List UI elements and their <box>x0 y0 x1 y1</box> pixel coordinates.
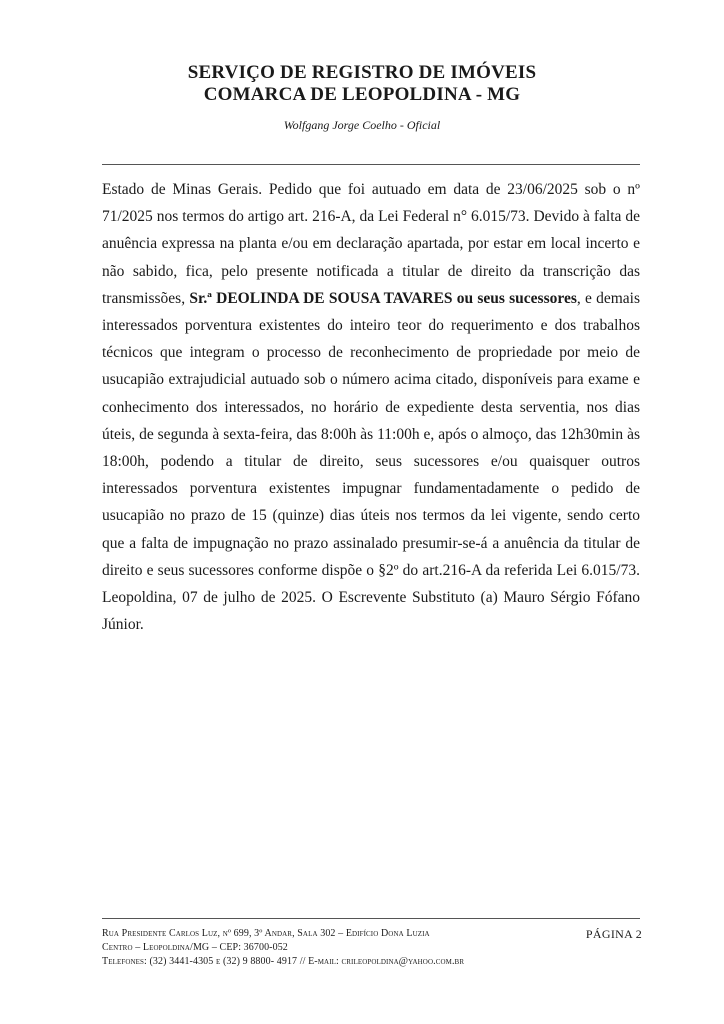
header-divider <box>102 164 640 165</box>
official-name: Wolfgang Jorge Coelho - Oficial <box>283 118 441 132</box>
notice-body <box>102 176 640 638</box>
footer-contacts: Telefones: (32) 3441-4305 e (32) 9 8800- 4917 // E-mail: crileopoldina@yahoo.com.br <box>102 956 465 967</box>
letterhead <box>0 62 724 132</box>
notice-text-part2: , e demais interessados porventura existentes do inteiro teor do requerimento e dos trabalhos técnicos que integram o processo de reconhecimento de propriedade por meio de usucapião extrajudicial autuado sob o número acima citado, disponíveis para exame e conhecimento dos interessados, no horário de expediente desta serventia, nos dias úteis, de segunda à sexta-feira, das 8:00h às 11:00h e, após o almoço, das 12h30min às 18:00h, podendo a titular de direito, seus sucessores e/ou quaisquer outros interessados porventura existentes impugnar fundamentadamente o pedido de usucapião no prazo de 15 (quinze) dias úteis nos termos da lei vigente, sendo certo que a falta de impugnação no prazo assinalado presumir-se-á a anuência da titular de direito e seus sucessores conforme dispõe o §2º do art.216-A da referida Lei 6.015/73. Leopoldina, 07 de julho de 2025. O Escrevente Substituto (a) Mauro Sérgio Fófano Júnior. <box>102 289 640 634</box>
notified-party: Sr.ª DEOLINDA DE SOUSA TAVARES ou seus sucessores <box>189 289 577 307</box>
footer-divider <box>102 918 640 919</box>
registry-title: SERVIÇO DE REGISTRO DE IMÓVEIS <box>187 62 537 83</box>
footer-address: Rua Presidente Carlos Luz, nº 699, 3º Andar, Sala 302 – Edifício Dona Luzia <box>102 928 430 939</box>
district-title: COMARCA DE LEOPOLDINA - MG <box>203 84 521 105</box>
footer-city: Centro – Leopoldina/MG – CEP: 36700-052 <box>102 942 288 953</box>
page-number: PÁGINA 2 <box>585 927 642 941</box>
footer <box>102 927 642 969</box>
notice-text-part1: Estado de Minas Gerais. Pedido que foi autuado em data de 23/06/2025 sob o nº 71/2025 nos termos do artigo art. 216-A, da Lei Federal n° 6.015/73. Devido à falta de anuência expressa na planta e/ou em declaração apartada, por estar em local incerto e não sabido, fica, pelo presente notificada a titular de direito da transcrição das transmissões, <box>102 181 640 307</box>
